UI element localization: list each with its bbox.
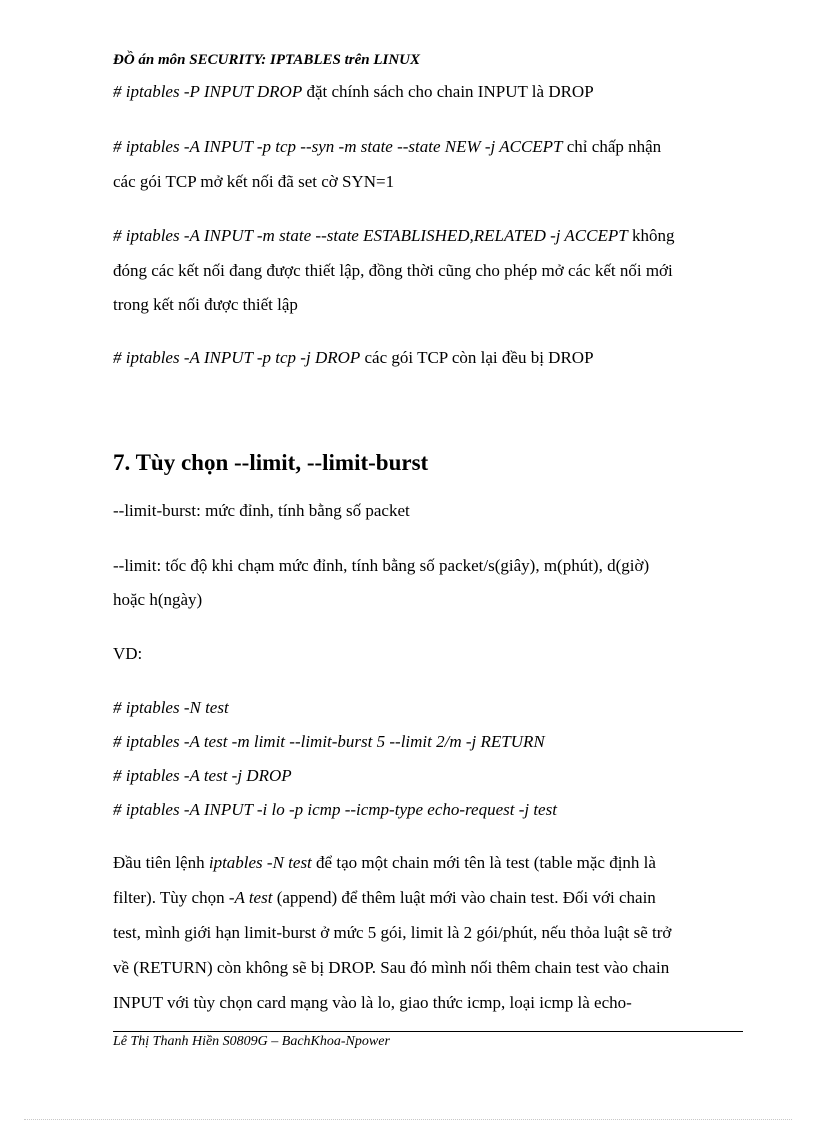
explanation-line-1 [113, 853, 656, 873]
rule-syn-accept-cont: các gói TCP mở kết nối đã set cờ SYN=1 [113, 172, 395, 191]
inline-command: iptables -N test [208, 853, 312, 872]
rule-syn-accept [113, 137, 661, 157]
text-run: Đầu tiên lệnh [113, 853, 209, 872]
example-command: # iptables -N test [113, 698, 229, 717]
definition-limit-burst: --limit-burst: mức đỉnh, tính bằng số packet [113, 501, 410, 520]
page-header: ĐỒ án môn SECURITY: IPTABLES trên LINUX [113, 52, 421, 68]
command-text: # iptables -A INPUT -m state --state ESTABLISHED,RELATED -j ACCEPT [113, 226, 628, 245]
description-text: các gói TCP còn lại đều bị DROP [360, 348, 594, 367]
text-run: để tạo một chain mới tên là test (table mặc định là [311, 853, 656, 872]
example-label: VD: [113, 644, 143, 663]
explanation-line-4: về (RETURN) còn không sẽ bị DROP. Sau đó mình nối thêm chain test vào chain [113, 958, 670, 977]
footer-divider [113, 1031, 743, 1032]
example-command: # iptables -A INPUT -i lo -p icmp --icmp-type echo-request -j test [113, 800, 557, 819]
rule-established-cont-1: đóng các kết nối đang được thiết lập, đồng thời cũng cho phép mở các kết nối mới [113, 261, 673, 280]
explanation-line-5: INPUT với tùy chọn card mạng vào là lo, giao thức icmp, loại icmp là echo- [113, 993, 632, 1012]
inline-command: -A test [228, 888, 273, 907]
explanation-line-2 [113, 888, 656, 908]
command-text: # iptables -P INPUT DROP [113, 82, 303, 101]
command-text: # iptables -A INPUT -p tcp --syn -m state --state NEW -j ACCEPT [113, 137, 563, 156]
definition-limit: --limit: tốc độ khi chạm mức đỉnh, tính bằng số packet/s(giây), m(phút), d(giờ) [113, 556, 650, 575]
text-run: filter). Tùy chọn [113, 888, 229, 907]
example-command: # iptables -A test -j DROP [113, 766, 292, 785]
page-bottom-edge [24, 1119, 792, 1120]
command-text: # iptables -A INPUT -p tcp -j DROP [113, 348, 361, 367]
explanation-line-3: test, mình giới hạn limit-burst ở mức 5 gói, limit là 2 gói/phút, nếu thỏa luật sẽ trở [113, 923, 672, 942]
description-text: chỉ chấp nhận [562, 137, 662, 156]
rule-drop-policy [113, 82, 594, 102]
description-text: đặt chính sách cho chain INPUT là DROP [302, 82, 594, 101]
rule-tcp-drop [113, 348, 594, 368]
rule-established-cont-2: trong kết nối được thiết lập [113, 295, 298, 314]
page-footer: Lê Thị Thanh Hiền S0809G – BachKhoa-Npower [113, 1034, 390, 1049]
rule-established-accept [113, 226, 674, 246]
section-heading: 7. Tùy chọn --limit, --limit-burst [113, 450, 429, 475]
definition-limit-cont: hoặc h(ngày) [113, 590, 203, 609]
text-run: (append) để thêm luật mới vào chain test. Đối với chain [272, 888, 656, 907]
example-command: # iptables -A test -m limit --limit-burst 5 --limit 2/m -j RETURN [113, 732, 545, 751]
description-text: không [627, 226, 675, 245]
